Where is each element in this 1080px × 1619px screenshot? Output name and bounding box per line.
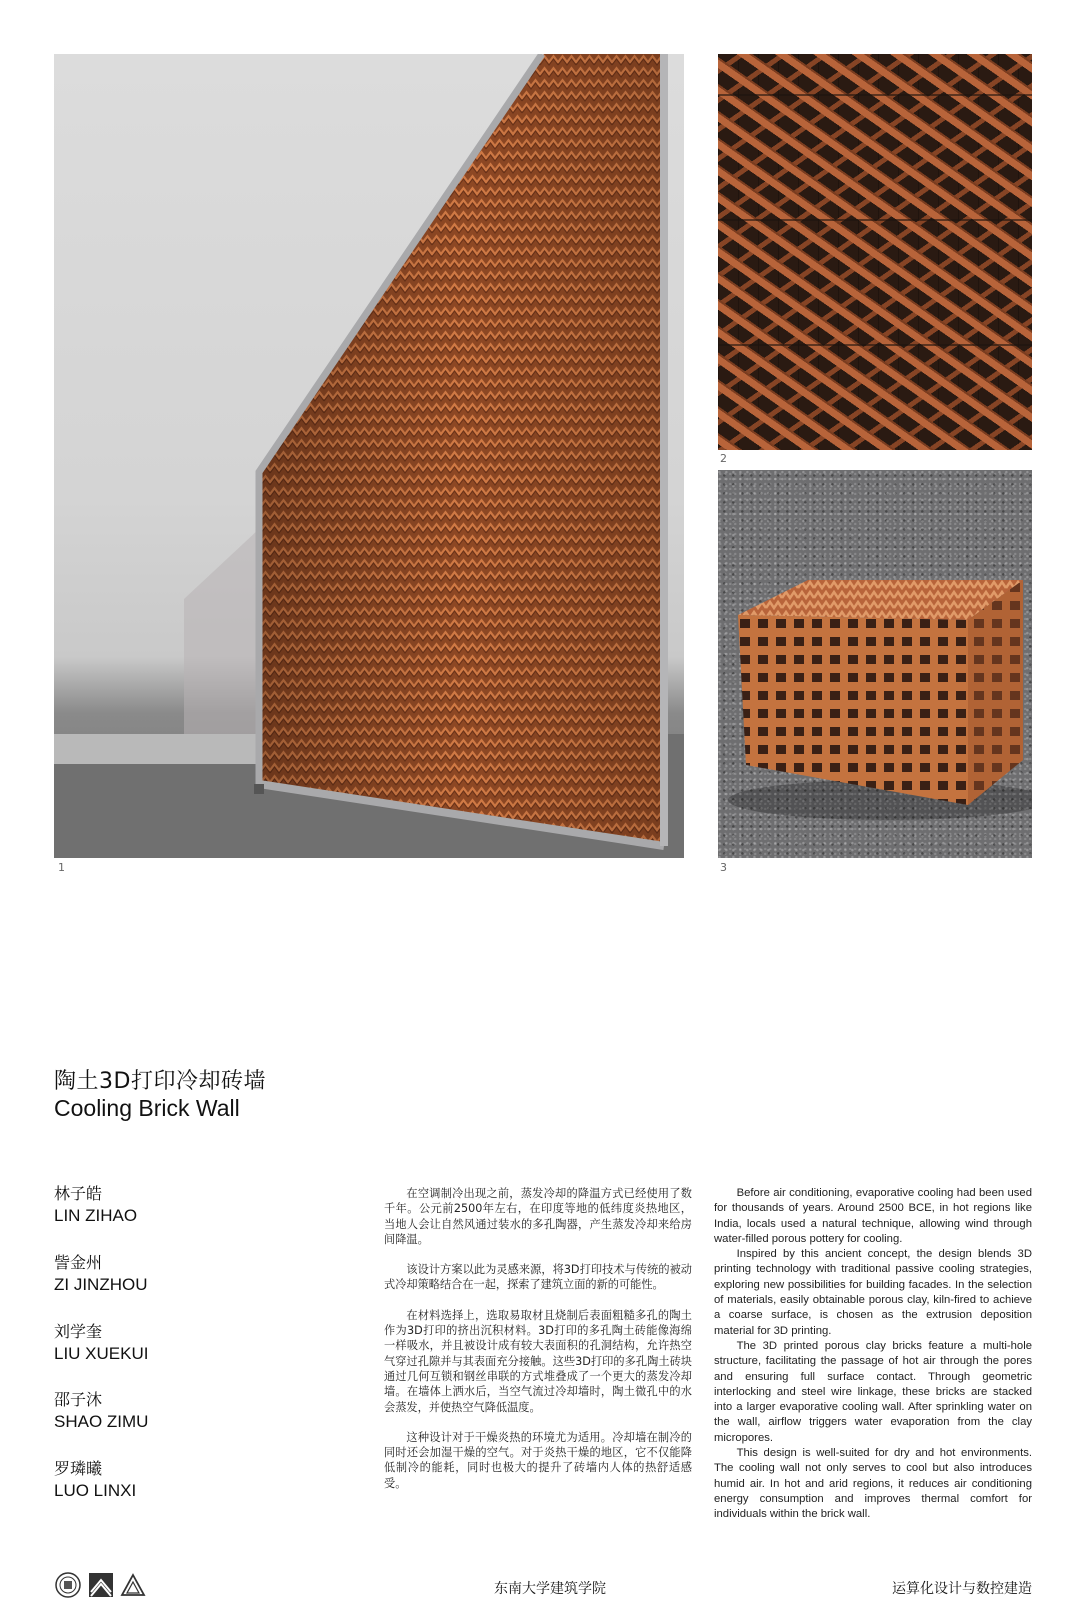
paragraph-en-4: This design is well-suited for dry and hot environments. The cooling wall not only serves to cool but also introduces humid air. In hot and arid regions, it reduces air conditioning energy consumption and improves thermal comfort for individuals within the brick wall. [714,1447,1032,1521]
author-name-en: ZI JINZHOU [54,1275,148,1294]
author-name-cn: 罗璘曦 [54,1459,103,1478]
paragraph-cn-4: 这种设计对于干燥炎热的环境尤为适用。冷却墙在制冷的同时还会加湿干燥的空气。对于炎热干燥的地区，它不仅能降低制冷的能耗，同时也极大的提升了砖墙内人体的热舒适感受。 [384,1430,692,1490]
title-chinese: 陶土3D打印冷却砖墙 [54,1069,266,1094]
photo-number-1: 1 [58,861,65,874]
photo-cooling-wall [54,54,684,858]
author-name-en: LIN ZIHAO [54,1206,138,1225]
photo-single-brick [718,470,1032,858]
paragraph-en-2: Inspired by this ancient concept, the design blends 3D printing technology with traditional passive cooling strategies, exploring new possibilities for building facades. In the selection of materials, easily obtainable porous clay, kiln-fired to achieve a coarse surface, is chosen as the extrusion deposition material for 3D printing. [714,1248,1032,1337]
paragraph-cn-2: 该设计方案以此为灵感来源，将3D打印技术与传统的被动式冷却策略结合在一起，探索了建筑立面的新的可能性。 [384,1263,692,1292]
description-english [714,1186,1032,1523]
author-3 [54,1321,254,1365]
author-1 [54,1183,254,1227]
footer-school-name: 东南大学建筑学院 [494,1581,606,1597]
cooling-wall-illustration [54,54,684,858]
author-name-en: SHAO ZIMU [54,1412,149,1431]
title-english: Cooling Brick Wall [54,1095,240,1121]
author-name-en: LUO LINXI [54,1481,137,1500]
photo-number-2: 2 [720,452,727,465]
author-name-cn: 訾金州 [54,1253,103,1272]
author-name-cn: 刘学奎 [54,1322,103,1341]
author-name-en: LIU XUEKUI [54,1344,149,1363]
photo-lattice-closeup [718,54,1032,450]
paragraph-en-3: The 3D printed porous clay bricks feature a multi-hole structure, facilitating the passage of hot air through the pores and ensuring full surface contact. Through geometric interlocking and steel wire linkage, these bricks are stacked into a larger evaporative cooling wall. After sprinkling water on the wall, airflow triggers water evaporation from the clay micropores. [714,1339,1032,1444]
school-stairs-icon [88,1572,114,1598]
author-name-cn: 林子皓 [54,1184,103,1203]
paragraph-cn-1: 在空调制冷出现之前，蒸发冷却的降温方式已经使用了数千年。公元前2500年左右，在印度等地的低纬度炎热地区，当地人会让自然风通过装水的多孔陶器，产生蒸发冷却来给房间降温。 [384,1187,692,1246]
author-name-cn: 邵子沐 [54,1390,103,1409]
paragraph-cn-3: 在材料选择上，选取易取材且烧制后表面粗糙多孔的陶土作为3D打印的挤出沉积材料。3D打印的多孔陶土砖能像海绵一样吸水，并且被设计成有较大表面积的孔洞结构，允许热空气穿过孔隙并与其表面充分接触。这些3D打印的多孔陶土砖块通过几何互锁和钢丝串联的方式堆叠成了一个更大的蒸发冷却墙。在墙体上洒水后，当空气流过冷却墙时，陶土微孔中的水会蒸发，并使热空气降低温度。 [384,1308,692,1414]
photo-number-3: 3 [720,861,727,874]
footer-course-name: 运算化设计与数控建造 [892,1581,1032,1597]
university-seal-icon [55,1572,81,1598]
author-4 [54,1389,254,1433]
author-2 [54,1252,254,1296]
description-chinese [384,1186,692,1506]
brick-illustration [718,470,1032,858]
author-5 [54,1458,254,1502]
paragraph-en-1: Before air conditioning, evaporative cooling had been used for thousands of years. Around 2500 BCE, in hot regions like India, locals used a natural technique, allowing wind through water-filled porous pottery for cooling. [714,1187,1032,1245]
triangle-logo-icon [120,1572,146,1598]
